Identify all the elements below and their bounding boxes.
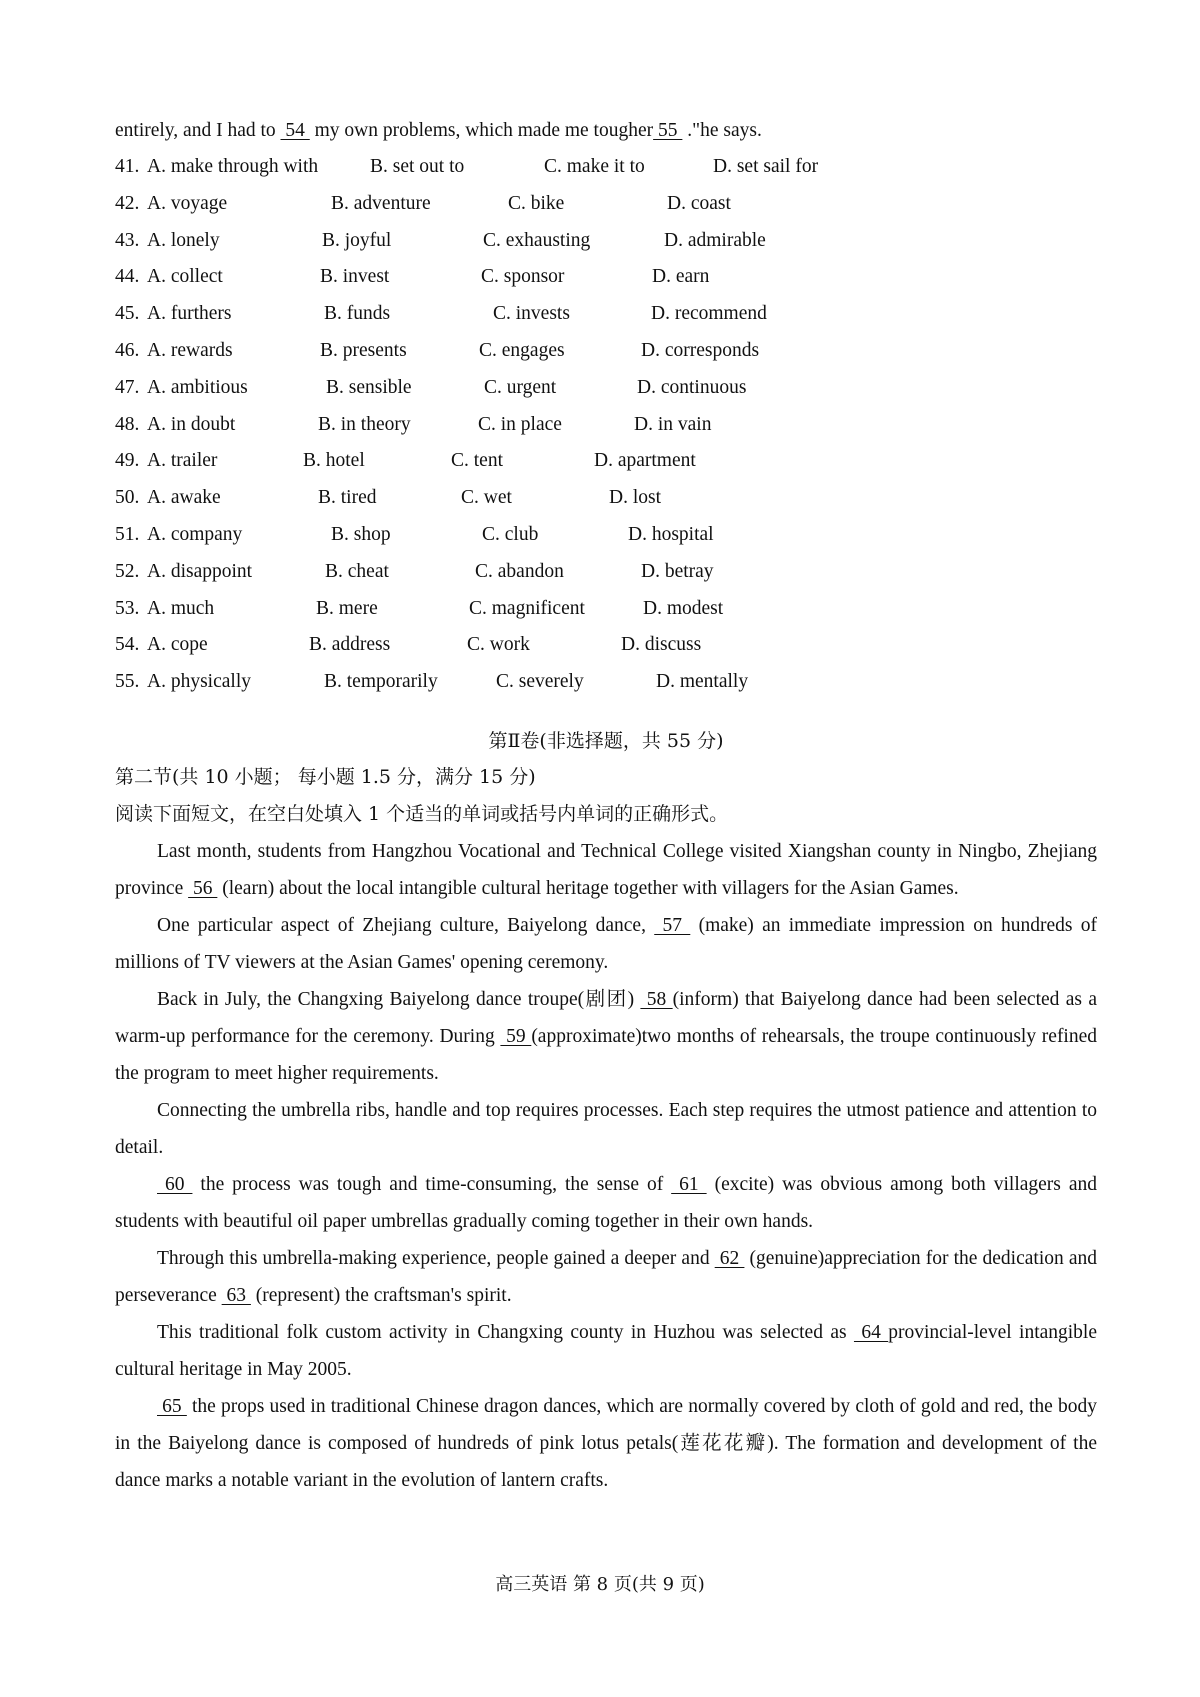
option-a: A. furthers	[147, 303, 232, 325]
option-b: B. adventure	[331, 192, 431, 214]
exam-page	[115, 112, 1097, 1499]
option-c: C. abandon	[475, 560, 564, 582]
text: (excite) was obvious among both villagers and students with beautiful oil paper umbrellas gradually coming together in their own hands.	[115, 1173, 1098, 1232]
option-d: D. hospital	[628, 523, 714, 545]
blank-56: 56	[188, 877, 218, 899]
text: the process was tough and time-consuming, the sense of	[192, 1173, 672, 1195]
option-a: A. cope	[147, 634, 208, 656]
text: the props used in traditional Chinese dragon dances, which are normally covered by cloth of gold and red, the body in the Baiyelong dance is composed of hundreds of pink lotus petals(莲花花瓣). The formation and development of the dance marks a notable variant in the evolution of lantern crafts.	[115, 1395, 1097, 1491]
option-d: D. recommend	[651, 303, 767, 325]
question-number: 52.	[115, 560, 140, 582]
options-list	[115, 149, 1097, 701]
question-number: 47.	[115, 376, 140, 398]
option-a: A. physically	[147, 671, 251, 693]
text: (inform) that Baiyelong dance had been selected as a warm-up performance for the ceremony. During	[115, 988, 1098, 1047]
question-49	[115, 443, 1097, 480]
option-b: B. in theory	[318, 413, 411, 435]
option-c: C. in place	[478, 413, 562, 435]
option-d: D. lost	[609, 487, 662, 509]
question-number: 55.	[115, 671, 140, 693]
question-number: 48.	[115, 413, 140, 435]
option-a: A. rewards	[147, 339, 233, 361]
option-a: A. disappoint	[147, 560, 253, 582]
blank-64: 64	[853, 1321, 889, 1343]
option-a: A. collect	[147, 266, 223, 288]
text: (represent) the craftsman's spirit.	[250, 1284, 512, 1306]
blank-61: 61	[671, 1173, 707, 1195]
question-number: 42.	[115, 192, 140, 214]
option-d: D. set sail for	[713, 156, 819, 177]
question-number: 45.	[115, 303, 140, 325]
question-number: 49.	[115, 450, 140, 472]
question-42	[115, 186, 1097, 223]
paragraph-4: Connecting the umbrella ribs, handle and top requires processes. Each step requires the utmost patience and attention to detail.	[115, 1099, 1097, 1158]
blank-59: 59	[500, 1025, 532, 1047]
text: Back in July, the Changxing Baiyelong dance troupe(剧团)	[157, 988, 641, 1010]
paragraph-3	[115, 981, 1097, 1092]
question-number: 46.	[115, 339, 140, 361]
option-d: D. continuous	[637, 376, 747, 398]
option-a: A. trailer	[147, 450, 218, 472]
text: entirely, and I had to	[115, 120, 281, 141]
question-51	[115, 517, 1097, 554]
paragraph-8	[115, 1388, 1097, 1499]
option-c: C. invests	[493, 303, 570, 325]
option-b: B. sensible	[326, 376, 412, 398]
question-number: 44.	[115, 266, 140, 288]
text: (learn) about the local intangible cultural heritage together with villagers for the Asian Games.	[217, 877, 959, 899]
blank-54: 54	[280, 120, 310, 141]
option-d: D. earn	[652, 266, 710, 288]
option-a: A. company	[147, 523, 243, 545]
option-d: D. coast	[667, 192, 731, 214]
option-d: D. discuss	[621, 634, 702, 656]
question-52	[115, 554, 1097, 591]
option-c: C. club	[482, 523, 539, 545]
question-53	[115, 591, 1097, 628]
page-footer: 高三英语 第 8 页(共 9 页)	[495, 1574, 705, 1595]
option-b: B. invest	[320, 266, 390, 288]
text: (approximate)two months of rehearsals, the troupe continuously refined the program to meet higher requirements.	[115, 1025, 1098, 1084]
paragraph-2	[115, 907, 1097, 981]
option-c: C. bike	[508, 192, 565, 214]
option-d: D. admirable	[664, 229, 766, 251]
option-c: C. sponsor	[481, 266, 565, 288]
option-b: B. set out to	[370, 156, 465, 177]
option-b: B. presents	[320, 339, 407, 361]
option-a: A. much	[147, 597, 215, 619]
question-47	[115, 370, 1097, 407]
option-d: D. corresponds	[641, 339, 760, 361]
instruction: 阅读下面短文，在空白处填入 1 个适当的单词或括号内单词的正确形式。	[115, 802, 729, 825]
option-c: C. tent	[451, 450, 503, 472]
question-number: 50.	[115, 487, 140, 509]
question-50	[115, 480, 1097, 517]
text: Last month, students from Hangzhou Vocational and Technical College visited Xiangshan county in Ningbo, Zhejiang province	[115, 840, 1097, 899]
section-heading: 第二节(共 10 小题； 每小题 1.5 分，满分 15 分)	[115, 765, 536, 788]
text: Through this umbrella-making experience, people gained a deeper and	[157, 1247, 715, 1269]
option-c: C. work	[467, 634, 530, 656]
question-54	[115, 627, 1097, 664]
option-c: C. urgent	[484, 376, 557, 398]
option-b: B. shop	[331, 523, 391, 545]
option-c: C. magnificent	[469, 597, 585, 619]
text: my own problems, which made me tougher	[309, 120, 654, 141]
text: One particular aspect of Zhejiang culture, Baiyelong dance,	[157, 914, 655, 936]
paragraph-6	[115, 1240, 1097, 1314]
question-55	[115, 664, 1097, 701]
option-b: B. cheat	[325, 560, 389, 582]
blank-62: 62	[714, 1247, 745, 1269]
option-d: D. in vain	[634, 413, 712, 435]
paragraph-5	[115, 1166, 1097, 1240]
question-number: 51.	[115, 523, 140, 545]
question-number: 53.	[115, 597, 140, 619]
blank-63: 63	[221, 1284, 251, 1306]
text: (make) an immediate impression on hundreds of millions of TV viewers at the Asian Games' opening ceremony.	[115, 914, 1097, 973]
option-c: C. exhausting	[483, 229, 591, 251]
blank-65: 65	[157, 1395, 187, 1417]
option-a: A. voyage	[147, 192, 228, 214]
option-c: C. engages	[479, 339, 565, 361]
option-d: D. betray	[641, 560, 714, 582]
question-number: 43.	[115, 229, 140, 251]
text: provincial-level intangible cultural heritage in May 2005.	[115, 1321, 1098, 1380]
option-c: C. wet	[461, 487, 512, 509]
option-a: A. awake	[147, 487, 221, 509]
question-48	[115, 407, 1097, 444]
option-a: A. in doubt	[147, 413, 236, 435]
part-2-title: 第Ⅱ卷(非选择题，共 55 分)	[488, 729, 724, 752]
option-b: B. mere	[316, 597, 378, 619]
option-d: D. apartment	[594, 450, 696, 472]
option-a: A. lonely	[147, 229, 220, 251]
option-b: B. tired	[318, 487, 377, 509]
text: This traditional folk custom activity in Changxing county in Huzhou was selected as	[157, 1321, 854, 1343]
question-43	[115, 223, 1097, 260]
blank-57: 57	[654, 914, 691, 936]
text: (genuine)appreciation for the dedication and perseverance	[115, 1247, 1098, 1306]
blank-58: 58	[640, 988, 673, 1010]
question-41	[115, 149, 1097, 186]
option-d: D. modest	[643, 597, 724, 619]
top-line	[115, 112, 1097, 149]
question-number: 41.	[115, 156, 140, 177]
paragraph-7	[115, 1314, 1097, 1388]
option-b: B. funds	[324, 303, 391, 325]
option-a: A. make through with	[147, 156, 319, 177]
text: ."he says.	[682, 120, 762, 141]
paragraph-1	[115, 833, 1097, 907]
question-46	[115, 333, 1097, 370]
question-45	[115, 296, 1097, 333]
option-c: C. make it to	[544, 156, 645, 177]
question-44	[115, 259, 1097, 296]
question-number: 54.	[115, 634, 140, 656]
option-b: B. joyful	[322, 229, 392, 251]
option-b: B. address	[309, 634, 391, 656]
option-a: A. ambitious	[147, 376, 248, 398]
option-c: C. severely	[496, 671, 584, 693]
option-b: B. hotel	[303, 450, 365, 472]
option-b: B. temporarily	[324, 671, 438, 693]
blank-60: 60	[157, 1173, 193, 1195]
option-d: D. mentally	[656, 671, 749, 693]
blank-55: 55	[653, 120, 683, 141]
